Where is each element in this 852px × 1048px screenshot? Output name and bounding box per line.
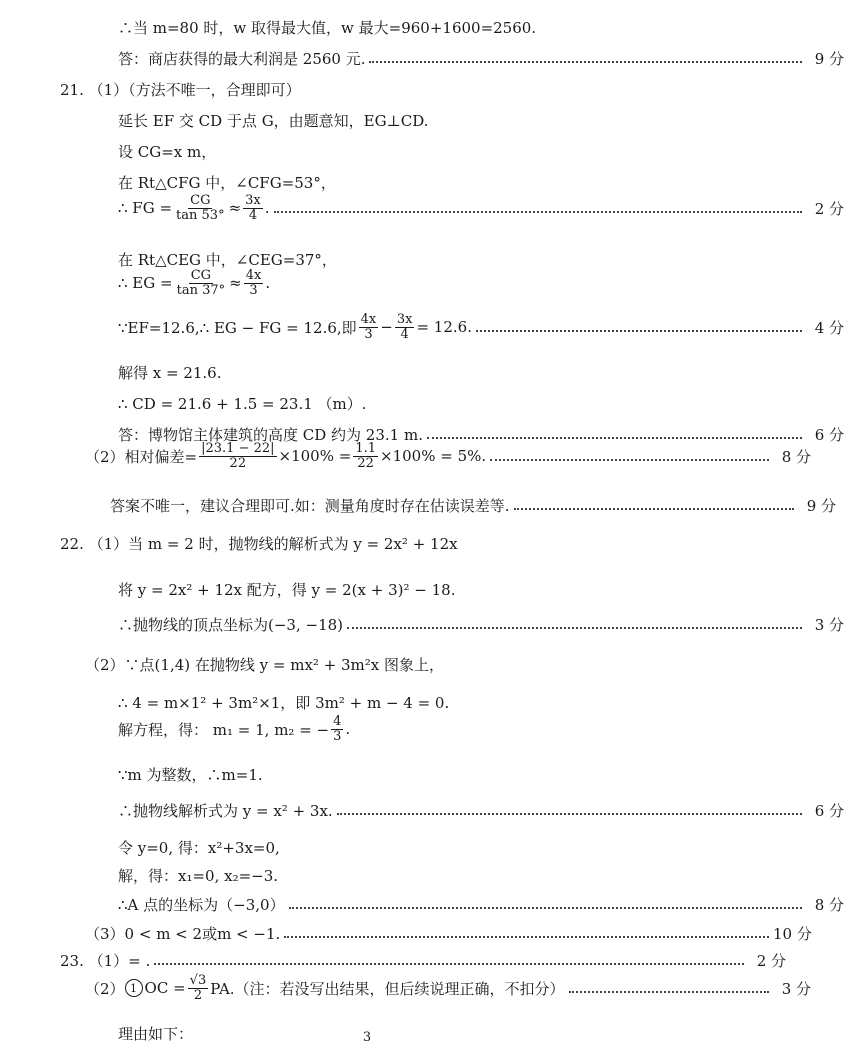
- line-text: ∴抛物线解析式为 y = x² + 3x.: [118, 801, 333, 820]
- leader-dots: [490, 459, 769, 461]
- score: 8 分: [814, 895, 844, 914]
- score: 4 分: [814, 318, 844, 337]
- line-text: ∵m 为整数，∴m=1.: [118, 765, 263, 784]
- score: 2 分: [756, 951, 786, 970]
- fraction: $\frac{4x}{3}$: [360, 311, 377, 342]
- text-line: [0, 390, 852, 416]
- line-text: （3）0 < m < 2或m < −1.: [85, 924, 281, 943]
- circled-number: 1: [125, 979, 143, 997]
- line-solve: 解方程，得： m₁ = 1, m₂ = − $\frac{4}{3}$ .: [118, 713, 351, 744]
- fraction: $\frac{CG}{\tan 53^\circ}$: [176, 192, 225, 223]
- text-line: [0, 761, 852, 787]
- text-line: [0, 611, 852, 637]
- line-text: 在 Rt△CFG 中，∠CFG=53°，: [118, 173, 336, 192]
- text-line: [0, 530, 794, 556]
- line-oc: （2） 1 OC = $\frac{√3}{2}$ PA.（注：若没写出结果，但后续说理正确，不扣分） 3 分: [0, 970, 819, 1006]
- score: 8 分: [781, 447, 811, 466]
- fraction: $\frac{3x}{4}$: [396, 311, 413, 342]
- page-number: 3: [362, 1030, 372, 1045]
- text-line: [0, 359, 852, 385]
- line-text: 23. （1）= .: [60, 951, 151, 970]
- line-text: 设 CG=x m，: [118, 142, 217, 161]
- line-text: 解，得：x₁=0, x₂=−3.: [118, 866, 279, 885]
- text-line: [0, 492, 844, 518]
- fraction: $\frac{1.1}{22}$: [355, 440, 377, 471]
- line-text: 将 y = 2x² + 12x 配方，得 y = 2(x + 3)² − 18.: [118, 580, 456, 599]
- line-text: 22. （1）当 m = 2 时，抛物线的解析式为 y = 2x² + 12x: [60, 534, 458, 553]
- score: 9 分: [806, 496, 836, 515]
- leader-dots: [476, 330, 802, 332]
- text: ∴ FG =: [118, 199, 173, 217]
- line-text: ∴抛物线的顶点坐标为(−3, −18): [118, 615, 344, 634]
- line-text: 令 y=0, 得：x²+3x=0,: [118, 838, 280, 857]
- fraction: $\frac{|23.1 - 22|}{22}$: [201, 440, 275, 471]
- text-line: [0, 797, 852, 823]
- score: 9 分: [814, 49, 844, 68]
- line-text: 答案不唯一，建议合理即可.如：测量角度时存在估读误差等.: [110, 496, 510, 515]
- score: 3 分: [814, 615, 844, 634]
- text-line: [0, 891, 852, 917]
- text-line: [0, 138, 852, 164]
- text-line: [0, 14, 852, 40]
- line-text: ∴当 m=80 时，w 取得最大值，w 最大=960+1600=2560.: [118, 18, 537, 37]
- line-eg: ∴ EG = $\frac{CG}{\tan 37^\circ}$ ≈ $\frac{4x}{3}$ .: [118, 267, 271, 298]
- leader-dots: [154, 963, 744, 965]
- line-text: 答：商店获得的最大利润是 2560 元.: [118, 49, 366, 68]
- line-text: ∴ CD = 21.6 + 1.5 = 23.1 （m）.: [118, 394, 367, 413]
- leader-dots: [347, 627, 802, 629]
- score: 6 分: [814, 801, 844, 820]
- text-line: [0, 920, 819, 946]
- fraction: $\frac{4x}{3}$: [245, 267, 262, 298]
- line-text: ∴ 4 = m×1² + 3m²×1，即 3m² + m − 4 = 0.: [118, 693, 450, 712]
- leader-dots: [274, 211, 802, 213]
- line-text: 延长 EF 交 CD 于点 G，由题意知，EG⊥CD.: [118, 111, 429, 130]
- leader-dots: [284, 936, 769, 938]
- leader-dots: [337, 813, 802, 815]
- line-text: 解得 x = 21.6.: [118, 363, 222, 382]
- line-ef: ∵EF=12.6,∴ EG − FG = 12.6,即 $\frac{4x}{3}$ − $\frac{3x}{4}$ = 12.6. 4 分: [0, 310, 852, 344]
- fraction: $\frac{3x}{4}$: [245, 192, 261, 223]
- text-line: [0, 76, 794, 102]
- line-text: 21. （1）（方法不唯一，合理即可）: [60, 80, 301, 99]
- leader-dots: [514, 508, 794, 510]
- line-text: ∴A 点的坐标为（−3,0）: [118, 895, 285, 914]
- text-line: [0, 576, 852, 602]
- leader-dots: [569, 991, 769, 993]
- line-text: 理由如下：: [118, 1024, 194, 1043]
- fraction: $\frac{CG}{\tan 37^\circ}$: [176, 267, 226, 298]
- fraction: $\frac{4}{3}$: [333, 713, 342, 744]
- text-line: [0, 45, 852, 71]
- fraction: $\frac{√3}{2}$: [189, 972, 207, 1003]
- text-line: [0, 651, 819, 677]
- text-line: [0, 834, 852, 860]
- line-text: （2）∵点(1,4) 在抛物线 y = mx² + 3m²x 图象上，: [85, 655, 445, 674]
- line-text: 答：博物馆主体建筑的高度 CD 约为 23.1 m.: [118, 425, 423, 444]
- line-deviation: （2）相对偏差= $\frac{|23.1 - 22|}{22}$ ×100% = $\frac{1.1}{22}$ ×100% = 5%. 8 分: [0, 438, 819, 474]
- score: 10 分: [773, 924, 812, 943]
- text-line: [0, 862, 852, 888]
- score: 2 分: [814, 199, 844, 218]
- leader-dots: [289, 907, 802, 909]
- leader-dots: [369, 61, 802, 63]
- text-line: [0, 107, 852, 133]
- line-fg: ∴ FG = $\frac{CG}{\tan 53^\circ}$ ≈ $\frac{3x}{4}$ . 2 分: [0, 191, 852, 225]
- score: 6 分: [814, 425, 844, 444]
- score: 3 分: [781, 979, 811, 998]
- line-text: 在 Rt△CEG 中，∠CEG=37°，: [118, 250, 337, 269]
